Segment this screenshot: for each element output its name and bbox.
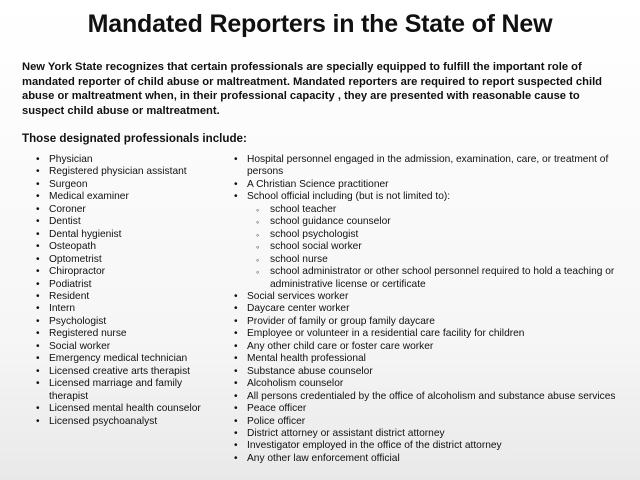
list-item: • Any other law enforcement official bbox=[232, 453, 627, 465]
list-item: • Mental health professional bbox=[232, 353, 627, 365]
list-item: • Registered nurse bbox=[34, 328, 219, 340]
sub-list-item: ◦ school nurse bbox=[232, 254, 627, 266]
list-item: • Licensed mental health counselor bbox=[34, 403, 219, 415]
list-item: • Psychologist bbox=[34, 316, 219, 328]
list-item: • Provider of family or group family daycare bbox=[232, 316, 627, 328]
list-item: • Any other child care or foster care worker bbox=[232, 341, 627, 353]
list-item: • Optometrist bbox=[34, 254, 219, 266]
list-item: • Social worker bbox=[34, 341, 219, 353]
list-item: • Employee or volunteer in a residential care facility for children bbox=[232, 328, 627, 340]
list-item: • Medical examiner bbox=[34, 191, 219, 203]
sub-list-item: ◦ school psychologist bbox=[232, 229, 627, 241]
list-heading: Those designated professionals include: bbox=[22, 132, 247, 145]
list-item: • Investigator employed in the office of the district attorney bbox=[232, 440, 627, 452]
list-item: • Emergency medical technician bbox=[34, 353, 219, 365]
list-item: • Resident bbox=[34, 291, 219, 303]
list-item: • Police officer bbox=[232, 416, 627, 428]
sub-list-item: ◦ school administrator or other school personnel required to hold a teaching or administrative license or certificate bbox=[232, 266, 627, 291]
list-item: • Hospital personnel engaged in the admission, examination, care, or treatment of persons bbox=[232, 154, 627, 179]
list-item: • Surgeon bbox=[34, 179, 219, 191]
list-item: • Licensed marriage and family therapist bbox=[34, 378, 219, 403]
list-item: • Substance abuse counselor bbox=[232, 366, 627, 378]
list-item: • School official including (but is not limited to): bbox=[232, 191, 627, 203]
list-item: • Licensed psychoanalyst bbox=[34, 416, 219, 428]
list-item: • Chiropractor bbox=[34, 266, 219, 278]
sub-list-item: ◦ school social worker bbox=[232, 241, 627, 253]
list-item: • Physician bbox=[34, 154, 219, 166]
list-item: • Alcoholism counselor bbox=[232, 378, 627, 390]
left-professions-list bbox=[34, 154, 219, 428]
list-item: • Registered physician assistant bbox=[34, 166, 219, 178]
list-item: • Social services worker bbox=[232, 291, 627, 303]
list-item: • All persons credentialed by the office of alcoholism and substance abuse services bbox=[232, 391, 627, 403]
list-item: • A Christian Science practitioner bbox=[232, 179, 627, 191]
list-item: • Dentist bbox=[34, 216, 219, 228]
list-item: • Peace officer bbox=[232, 403, 627, 415]
slide-title: Mandated Reporters in the State of New bbox=[87, 10, 553, 38]
list-item: • Podiatrist bbox=[34, 279, 219, 291]
right-professions-list bbox=[232, 154, 627, 465]
intro-paragraph: New York State recognizes that certain professionals are specially equipped to fulfill the important role of mandated reporter of child abuse or maltreatment. Mandated reporters are required to report suspected child abuse or maltreatment when, in their professional capacity , they are presented with reasonable cause to suspect child abuse or maltreatment. bbox=[22, 61, 603, 117]
list-item: • Osteopath bbox=[34, 241, 219, 253]
sub-list-item: ◦ school guidance counselor bbox=[232, 216, 627, 228]
list-item: • Intern bbox=[34, 303, 219, 315]
list-item: • District attorney or assistant district attorney bbox=[232, 428, 627, 440]
sub-list-item: ◦ school teacher bbox=[232, 204, 627, 216]
list-item: • Dental hygienist bbox=[34, 229, 219, 241]
list-item: • Licensed creative arts therapist bbox=[34, 366, 219, 378]
list-item: • Coroner bbox=[34, 204, 219, 216]
list-item: • Daycare center worker bbox=[232, 303, 627, 315]
